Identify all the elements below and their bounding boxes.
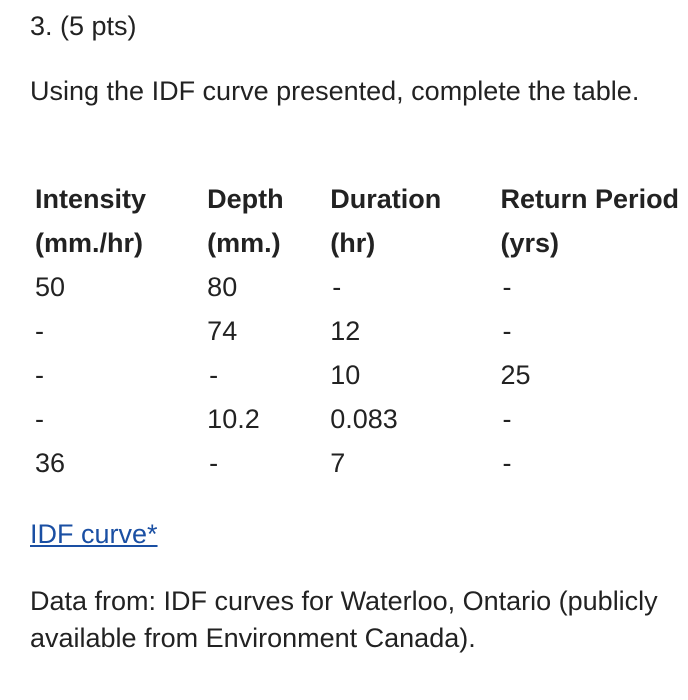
cell-return-period: - [502,272,512,302]
cell-depth: 74 [207,316,238,346]
cell-return-period: - [502,404,512,434]
header-return-period: Return Period [500,184,680,214]
idf-table [30,177,688,485]
cell-intensity: - [35,404,44,434]
header-intensity: Intensity [35,184,147,214]
table-row [30,309,688,353]
cell-return-period: - [502,316,512,346]
source-note: Data from: IDF curves for Waterloo, Ontario (publicly available from Environment Canada). [30,586,658,653]
table-row [30,397,688,441]
cell-duration: 0.083 [330,404,398,434]
cell-return-period: - [502,448,512,478]
cell-duration: - [332,272,342,302]
cell-intensity: 36 [35,448,66,478]
table-row [30,353,688,397]
question-number: 3. (5 pts) [30,11,137,41]
cell-duration: 10 [330,360,361,390]
question-instructions: Using the IDF curve presented, complete the table. [30,76,640,106]
table-header-units-row [30,221,688,265]
cell-depth: 10.2 [207,404,260,434]
header-depth-unit: (mm.) [207,228,281,258]
cell-return-period: 25 [500,360,531,390]
table-row [30,441,688,485]
header-duration: Duration [330,184,442,214]
cell-intensity: - [35,360,44,390]
idf-curve-link[interactable]: IDF curve* [30,519,158,549]
cell-intensity: - [35,316,44,346]
header-depth: Depth [207,184,284,214]
header-return-period-unit: (yrs) [500,228,560,258]
header-duration-unit: (hr) [330,228,376,258]
cell-depth: 80 [207,272,238,302]
cell-depth: - [209,360,219,390]
table-row [30,265,688,309]
header-intensity-unit: (mm./hr) [35,228,143,258]
cell-duration: 12 [330,316,361,346]
cell-intensity: 50 [35,272,66,302]
cell-duration: 7 [330,448,346,478]
table-header-row [30,177,688,221]
cell-depth: - [209,448,219,478]
